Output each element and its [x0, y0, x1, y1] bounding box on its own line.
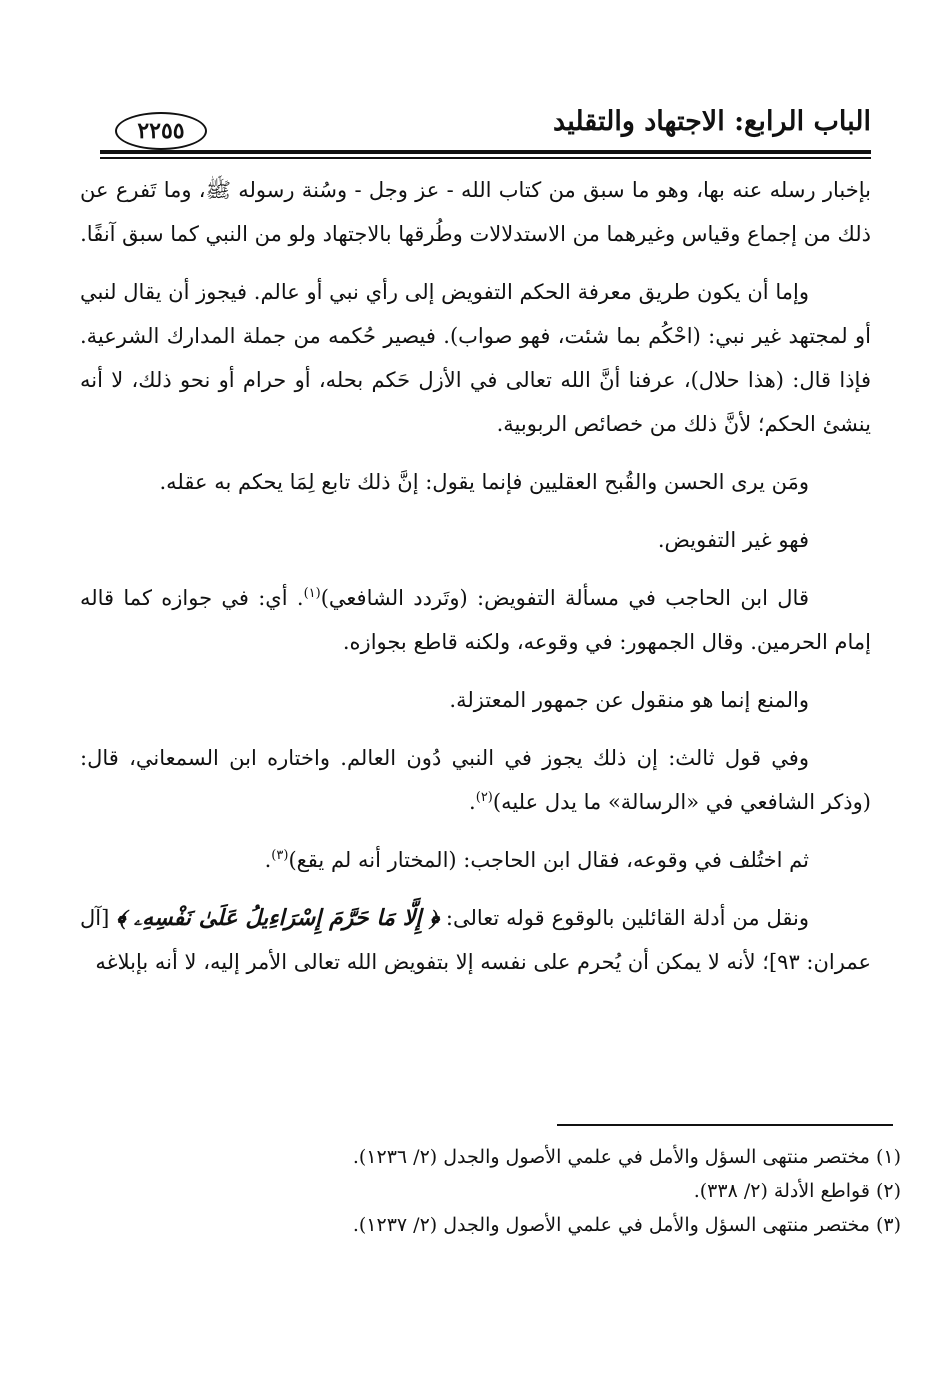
paragraph-5: قال ابن الحاجب في مسألة التفويض: (وتَردد الشافعي)$^{(١)}$. أي: في جوازه كما قاله إمام الحرمين. وقال الجمهور: في وقوعه، ولكنه قاطع بجوازه.: [80, 586, 871, 654]
quran-verse: ﴿ إِلَّا مَا حَرَّمَ إِسْرَاءِيلُ عَلَىٰ نَفْسِهِۦ ﴾: [116, 905, 440, 931]
page-header: [93, 104, 871, 148]
header-rule-thick: [100, 150, 871, 154]
footnote-ref-2[interactable]: (٢): [475, 790, 493, 805]
footnote-1: (١) مختصر منتهى السؤل والأمل في علمي الأصول والجدل (٢/ ١٢٣٦).: [352, 1146, 901, 1168]
footnote-ref-3[interactable]: (٣): [271, 848, 289, 863]
page-number: ٢٢٥٥: [115, 112, 207, 150]
footnotes: [80, 1146, 901, 1248]
paragraph-1: بإخبار رسله عنه بها، وهو ما سبق من كتاب الله - عز وجل - وسُنة رسوله ﷺ، وما تَفرع عن ذلك من إجماع وقياس وغيرهما من الاستدلالات وطُرقها بالاجتهاد ولو من النبي كما سبق آنفًا.: [80, 178, 871, 246]
footnote-ref-1[interactable]: (١): [303, 586, 321, 601]
footnote-divider: [557, 1124, 893, 1126]
paragraph-3: ومَن يرى الحسن والقُبح العقليين فإنما يقول: إنَّ ذلك تابع لِمَا يحكم به عقله.: [159, 470, 809, 494]
header-rule-thin: [100, 157, 871, 159]
chapter-title: الباب الرابع: الاجتهاد والتقليد: [553, 106, 871, 137]
paragraph-9: ونقل من أدلة القائلين بالوقوع قوله تعالى: ﴿ إِلَّا مَا حَرَّمَ إِسْرَاءِيلُ عَلَىٰ نَفْسِهِۦ ﴾ [آل عمران: ٩٣]؛ لأنه لا يمكن أن يُحرم على نفسه إلا بتفويض الله تعالى الأمر إليه، لا أنه بإبلاغه: [80, 905, 871, 974]
paragraph-6: والمنع إنما هو منقول عن جمهور المعتزلة.: [449, 688, 809, 712]
main-text: [80, 168, 871, 998]
footnote-2: (٢) قواطع الأدلة (٢/ ٣٣٨).: [693, 1180, 901, 1202]
paragraph-2: وإما أن يكون طريق معرفة الحكم التفويض إلى رأي نبي أو عالم. فيجوز أن يقال لنبي أو لمجتهد غير نبي: (احْكُم بما شئت، فهو صواب). فيصير حُكمه من جملة المدارك الشرعية. فإذا قال: (هذا حلال)، عرفنا أنَّ الله تعالى في الأزل حَكم بحله، أو حرام أو نحو ذلك، لا أنه ينشئ الحكم؛ لأنَّ ذلك من خصائص الربوبية.: [80, 280, 871, 436]
paragraph-4: فهو غير التفويض.: [657, 528, 809, 552]
paragraph-8: ثم اختُلف في وقوعه، فقال ابن الحاجب: (المختار أنه لم يقع)$^{(٣)}$.: [264, 848, 809, 872]
footnote-3: (٣) مختصر منتهى السؤل والأمل في علمي الأصول والجدل (٢/ ١٢٣٧).: [352, 1214, 901, 1236]
paragraph-7: وفي قول ثالث: إن ذلك يجوز في النبي دُون العالم. واختاره ابن السمعاني، قال: (وذكر الشافعي في «الرسالة» ما يدل عليه)$^{(٢)}$.: [80, 746, 871, 814]
